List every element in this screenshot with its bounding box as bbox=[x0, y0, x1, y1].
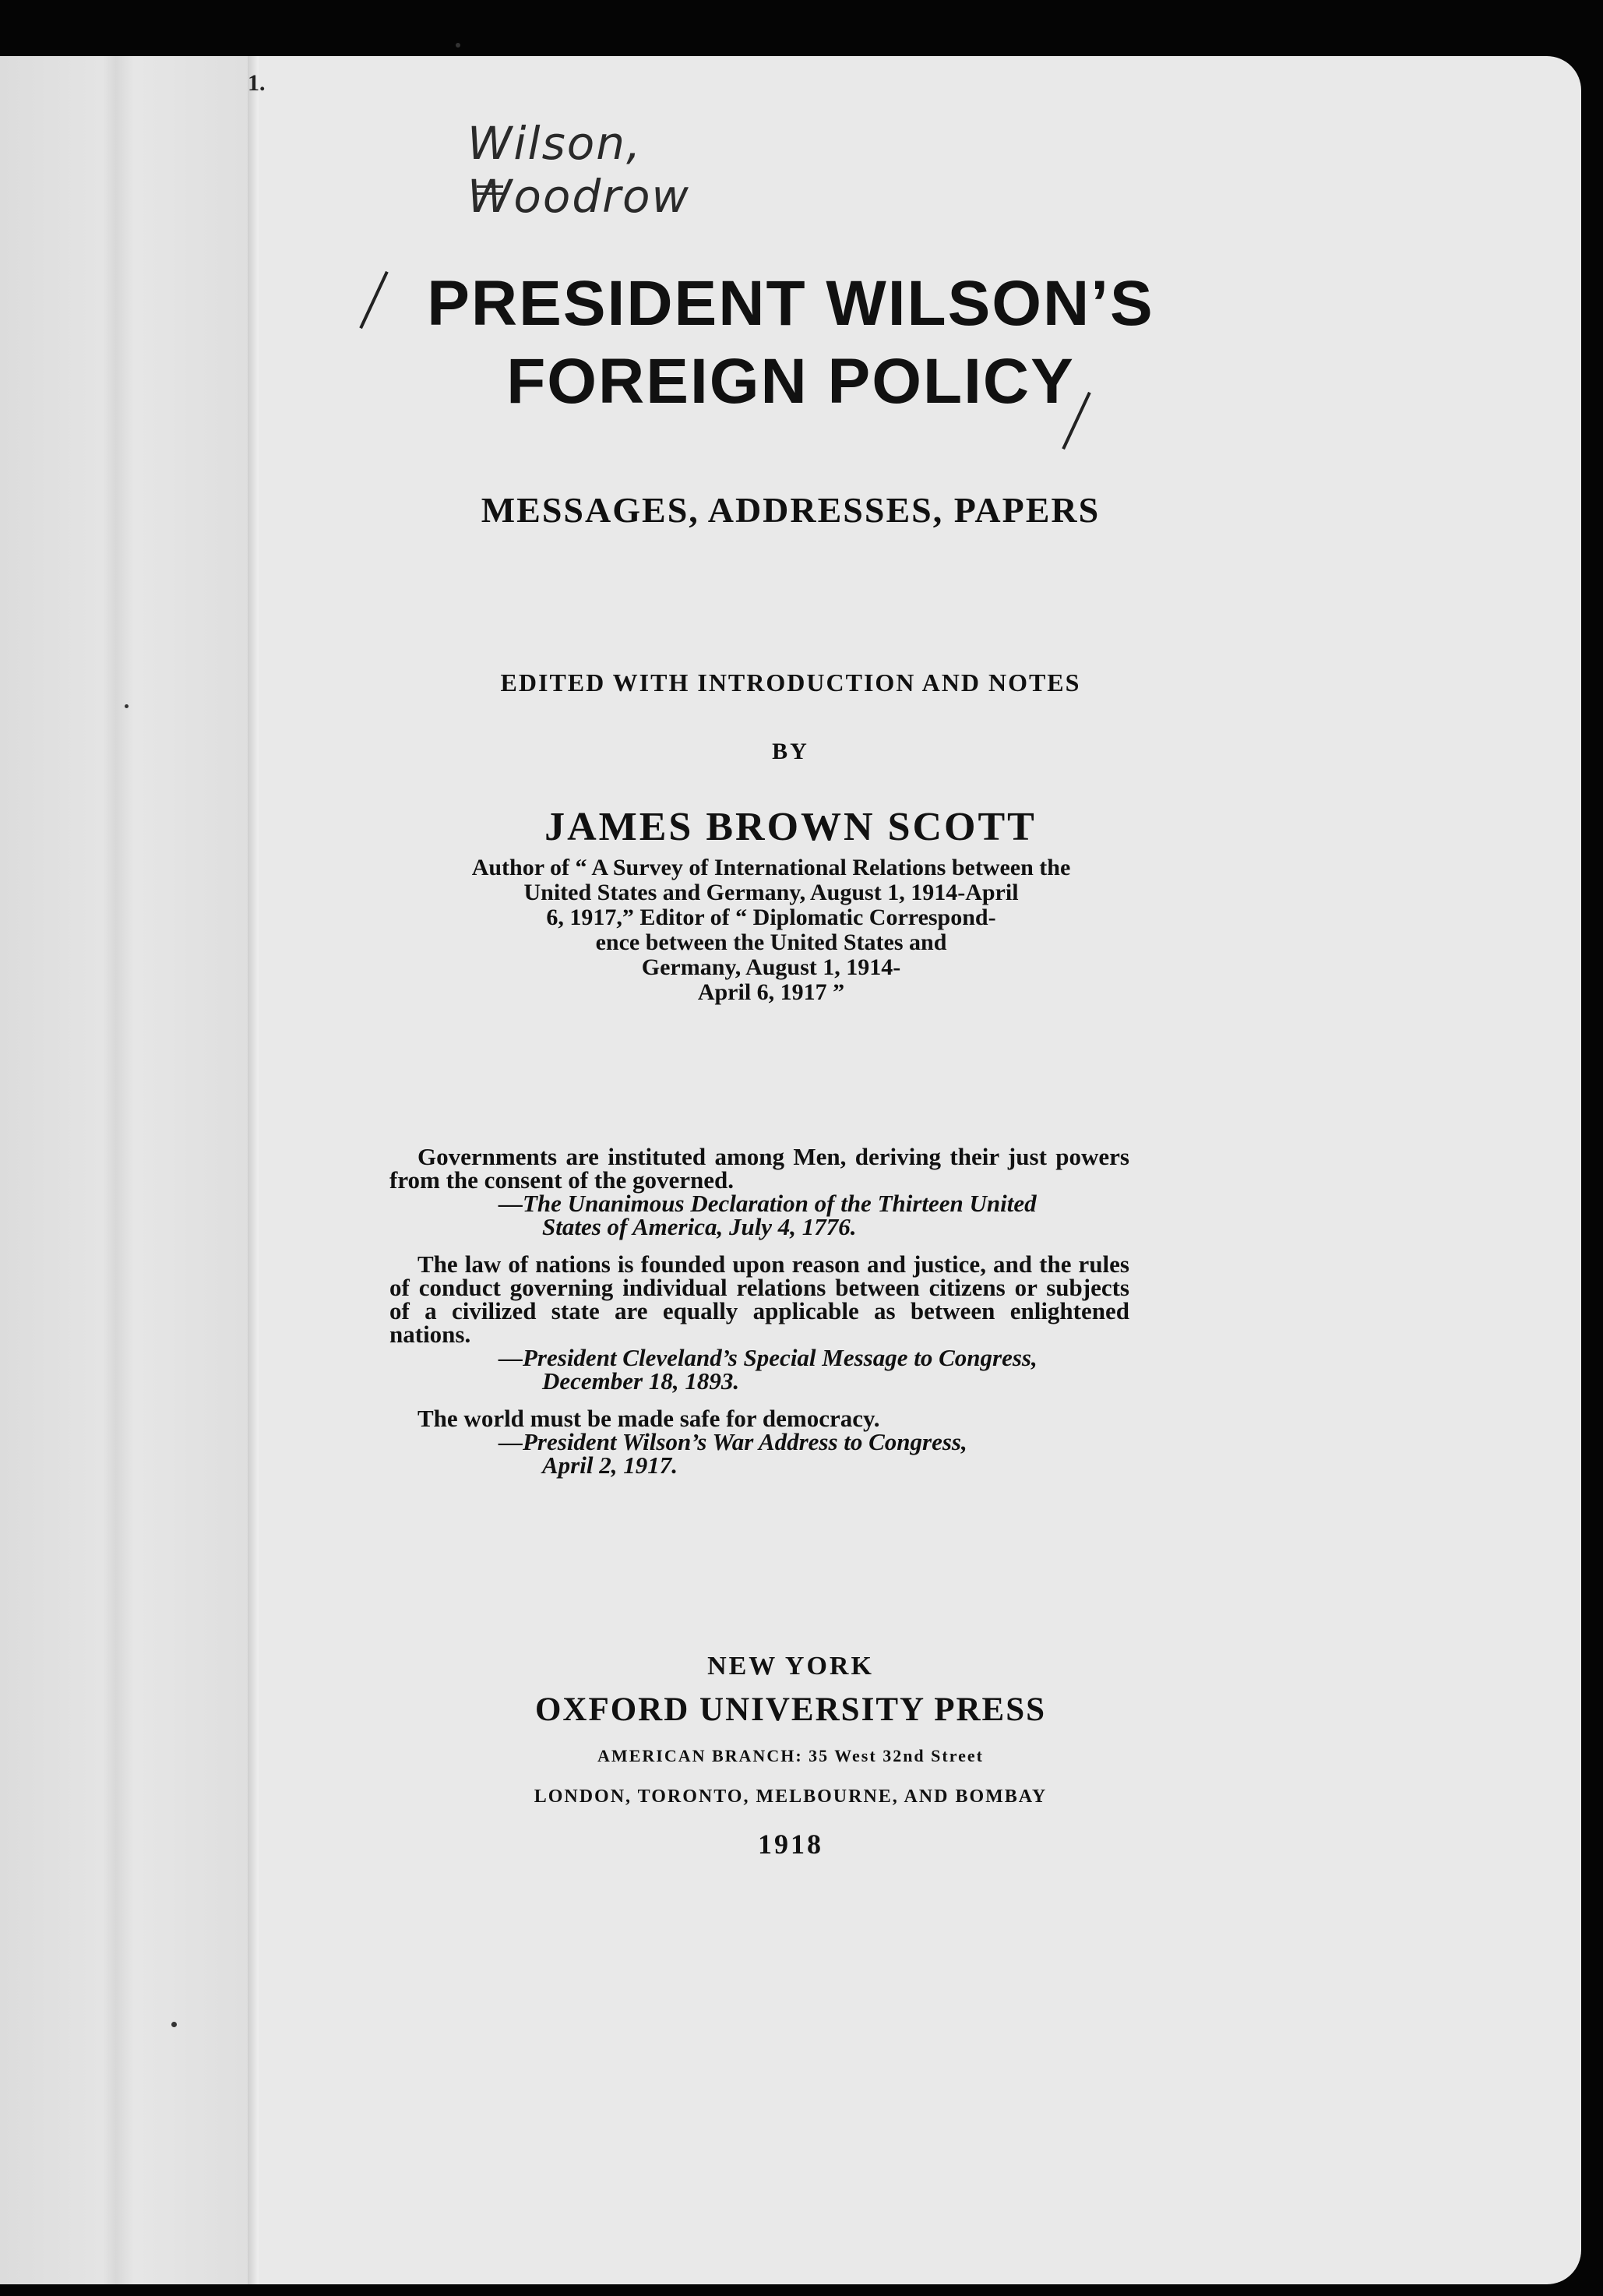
handwritten-note: Wilson, Woodrow bbox=[467, 117, 690, 223]
author-credit-line: ence between the United States and bbox=[595, 929, 947, 955]
epigraph-source-line: April 2, 1917. bbox=[542, 1451, 678, 1479]
epigraph-source bbox=[389, 1346, 1129, 1393]
epigraph-source-line: States of America, July 4, 1776. bbox=[542, 1213, 857, 1240]
publication-year: 1918 bbox=[758, 1829, 823, 1860]
dust-speck bbox=[456, 43, 460, 48]
author-credits bbox=[382, 855, 1161, 1005]
subtitle: MESSAGES, ADDRESSES, PAPERS bbox=[481, 490, 1101, 530]
dust-speck bbox=[171, 2022, 177, 2027]
epigraph-source-line: —President Cleveland’s Special Message to Congress, bbox=[499, 1344, 1038, 1371]
epigraph-text: Governments are instituted among Men, deriving their just powers from the consent of the governed. bbox=[389, 1143, 1129, 1194]
author-credit-line: United States and Germany, August 1, 1914-April bbox=[523, 880, 1019, 905]
imprint-city: NEW YORK bbox=[707, 1652, 874, 1681]
dust-speck bbox=[125, 704, 129, 708]
epigraph-source-line: —The Unanimous Declaration of the Thirteen United bbox=[499, 1190, 1037, 1217]
author-credit-line: April 6, 1917 ” bbox=[697, 979, 845, 1005]
publisher-name: OXFORD UNIVERSITY PRESS bbox=[534, 1691, 1047, 1728]
epigraph-source-line: December 18, 1893. bbox=[542, 1367, 740, 1395]
epigraph-source bbox=[389, 1430, 1129, 1477]
title-line-2: FOREIGN POLICY bbox=[506, 346, 1075, 417]
epigraph-source bbox=[389, 1192, 1129, 1239]
epigraph-source-line: —President Wilson’s War Address to Congress, bbox=[499, 1428, 967, 1455]
epigraphs bbox=[389, 1145, 1129, 1491]
by-line: BY bbox=[772, 739, 809, 764]
epigraph-text: The world must be made safe for democracy. bbox=[417, 1405, 880, 1432]
spine-mark: 1. bbox=[248, 70, 266, 96]
author-name: JAMES BROWN SCOTT bbox=[544, 805, 1037, 849]
author-credit-line: 6, 1917,” Editor of “ Diplomatic Correspond- bbox=[546, 905, 996, 930]
imprint bbox=[382, 1652, 1200, 1860]
book-title bbox=[343, 265, 1238, 421]
publisher-cities: LONDON, TORONTO, MELBOURNE, AND BOMBAY bbox=[534, 1786, 1048, 1807]
binding-strip bbox=[0, 56, 257, 2284]
author-credit-line: Author of “ A Survey of International Relations between the bbox=[471, 855, 1071, 880]
epigraph-text: The law of nations is founded upon reason and justice, and the rules of conduct governing individual relations between citizens or subjects of a civilized state are equally applicable as between enlightened nations. bbox=[389, 1250, 1129, 1348]
binding-fold bbox=[248, 56, 259, 2284]
handwritten-underline bbox=[477, 185, 503, 195]
title-line-1: PRESIDENT WILSON’S bbox=[427, 268, 1154, 339]
edited-line: EDITED WITH INTRODUCTION AND NOTES bbox=[500, 668, 1081, 697]
author-credit-line: Germany, August 1, 1914- bbox=[641, 954, 901, 980]
publisher-branch: AMERICAN BRANCH: 35 West 32nd Street bbox=[597, 1746, 984, 1765]
